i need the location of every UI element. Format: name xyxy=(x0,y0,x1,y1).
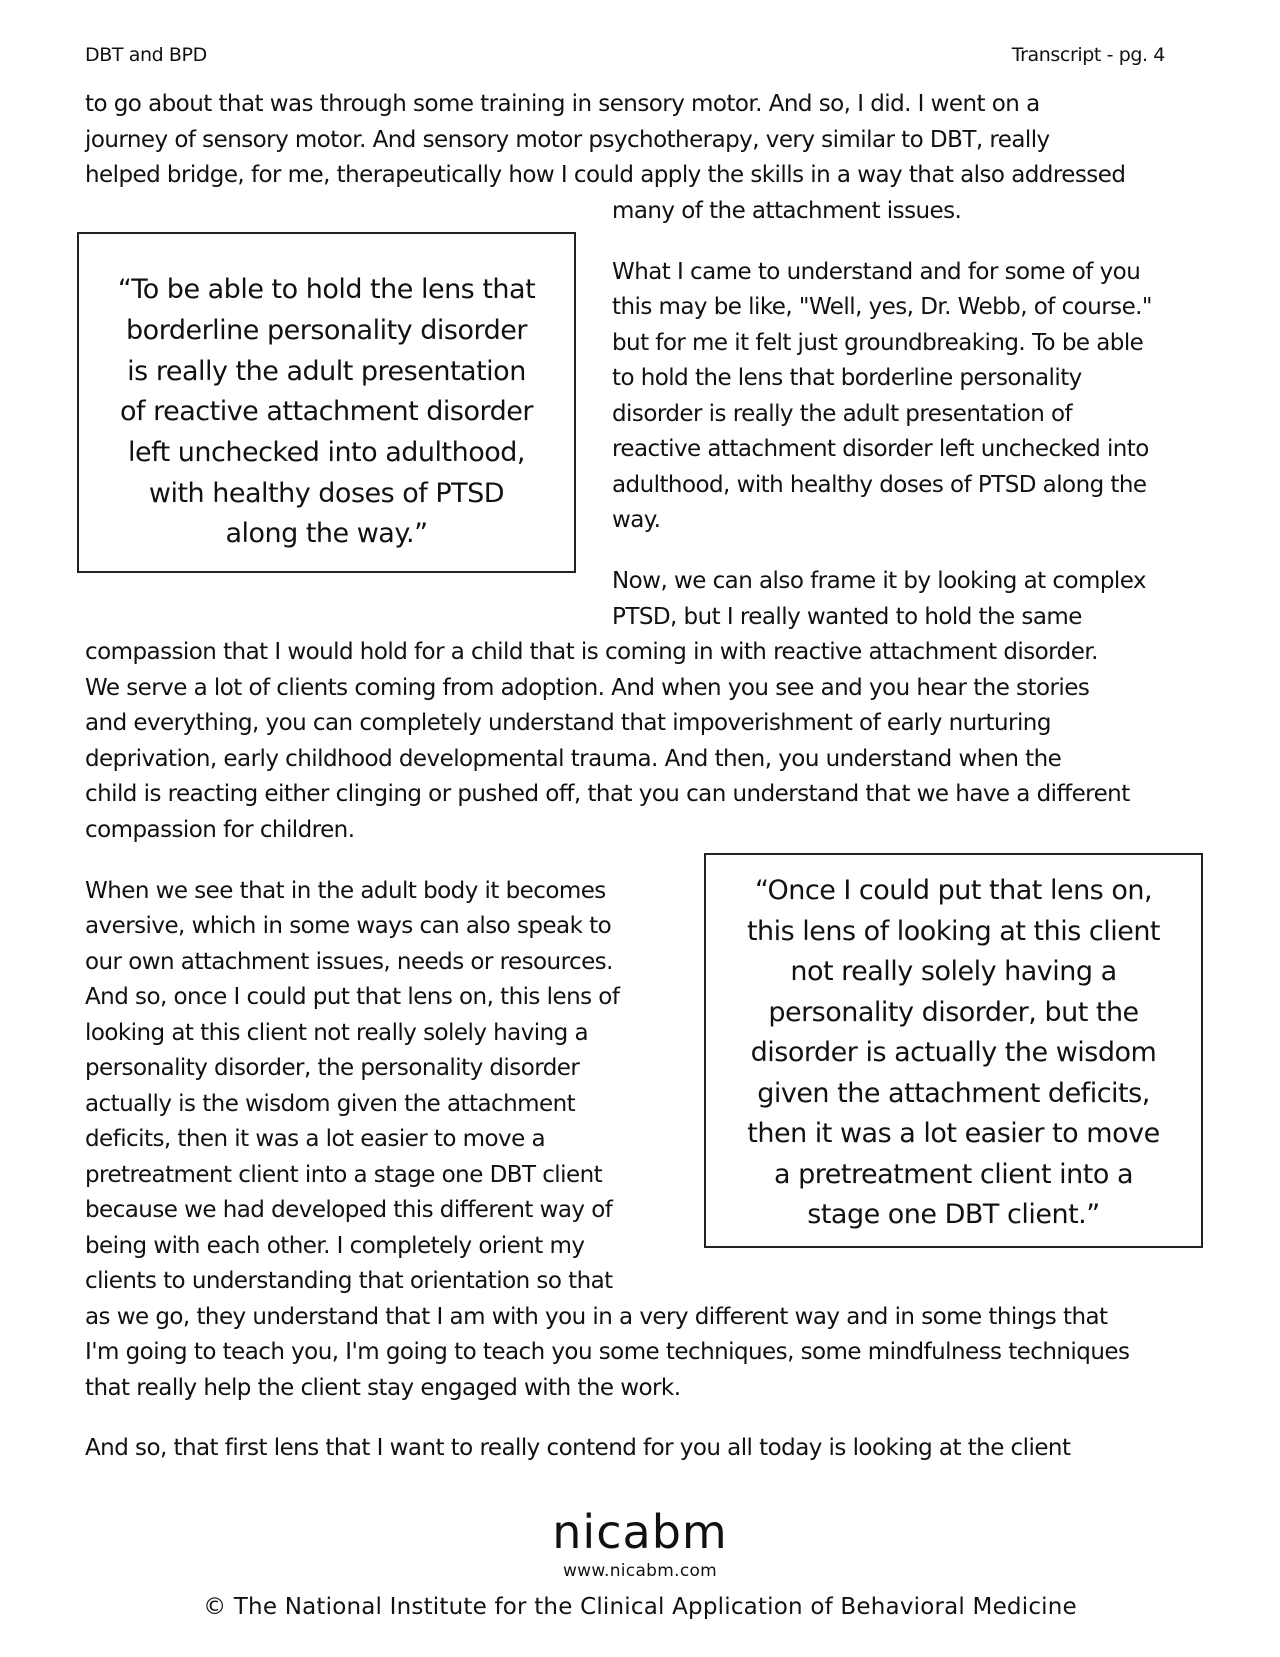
text-line: way. xyxy=(612,507,661,533)
text-line: disorder is really the adult presentation of xyxy=(612,401,1073,427)
text-line: as we go, they understand that I am with you in a very different way and in some things that xyxy=(85,1304,1108,1330)
text-line: PTSD, but I really wanted to hold the same xyxy=(612,604,1082,630)
text-line: being with each other. I completely orient my xyxy=(85,1233,585,1259)
text-line: pretreatment client into a stage one DBT client xyxy=(85,1162,603,1188)
nicabm-logo: nicabm xyxy=(552,1505,728,1559)
website-url: www.nicabm.com xyxy=(562,1561,718,1581)
text-line: clients to understanding that orientation so that xyxy=(85,1268,613,1294)
quote-line: along the way.” xyxy=(225,518,428,549)
quote-line: disorder is actually the wisdom xyxy=(750,1037,1157,1068)
quote-line: stage one DBT client.” xyxy=(807,1199,1100,1230)
text-line: to hold the lens that borderline personality xyxy=(612,365,1082,391)
text-line: adulthood, with healthy doses of PTSD along the xyxy=(612,472,1147,498)
pull-quote-1 xyxy=(77,232,576,573)
quote-line: this lens of looking at this client xyxy=(746,916,1161,947)
text-line: personality disorder, the personality disorder xyxy=(85,1055,580,1081)
quote-line: a pretreatment client into a xyxy=(773,1159,1133,1190)
text-line: child is reacting either clinging or pushed off, that you can understand that we have a different xyxy=(85,781,1130,807)
text-line: Now, we can also frame it by looking at complex xyxy=(612,568,1146,594)
page-number: Transcript - pg. 4 xyxy=(1011,44,1165,66)
text-line: compassion that I would hold for a child that is coming in with reactive attachment disorder. xyxy=(85,639,1098,665)
text-line: actually is the wisdom given the attachment xyxy=(85,1091,576,1117)
quote-line: “Once I could put that lens on, xyxy=(754,875,1153,906)
document-title: DBT and BPD xyxy=(85,44,207,66)
quote-line: is really the adult presentation xyxy=(127,356,526,387)
copyright-notice: © The National Institute for the Clinical Application of Behavioral Medicine xyxy=(203,1594,1077,1620)
quote-line: of reactive attachment disorder xyxy=(120,396,533,427)
quote-line: personality disorder, but the xyxy=(768,997,1139,1028)
text-line: I'm going to teach you, I'm going to teach you some techniques, some mindfulness techniques xyxy=(85,1339,1130,1365)
text-line: our own attachment issues, needs or resources. xyxy=(85,949,613,975)
text-line: We serve a lot of clients coming from adoption. And when you see and you hear the stories xyxy=(85,675,1090,701)
pull-quote-2 xyxy=(704,853,1203,1248)
quote-line: borderline personality disorder xyxy=(126,315,527,346)
text-line: that really help the client stay engaged with the work. xyxy=(85,1375,681,1401)
text-line: this may be like, "Well, yes, Dr. Webb, of course." xyxy=(612,294,1152,320)
text-line: deprivation, early childhood developmental trauma. And then, you understand when the xyxy=(85,746,1062,772)
text-line: many of the attachment issues. xyxy=(612,198,962,224)
text-line: aversive, which in some ways can also speak to xyxy=(85,913,612,939)
text-line: What I came to understand and for some of you xyxy=(612,259,1141,285)
quote-line: given the attachment deficits, xyxy=(757,1078,1150,1109)
quote-line: with healthy doses of PTSD xyxy=(148,478,505,509)
text-line: And so, once I could put that lens on, this lens of xyxy=(85,984,620,1010)
text-line: but for me it felt just groundbreaking. To be able xyxy=(612,330,1144,356)
text-line: because we had developed this different way of xyxy=(85,1197,613,1223)
text-line: to go about that was through some training in sensory motor. And so, I did. I went on a xyxy=(85,91,1040,117)
text-line: helped bridge, for me, therapeutically how I could apply the skills in a way that also addressed xyxy=(85,162,1126,188)
quote-line: then it was a lot easier to move xyxy=(747,1118,1160,1149)
quote-line: “To be able to hold the lens that xyxy=(117,274,536,305)
text-line: And so, that first lens that I want to really contend for you all today is looking at the client xyxy=(85,1435,1071,1461)
quote-line: left unchecked into adulthood, xyxy=(127,437,525,468)
quote-line: not really solely having a xyxy=(790,956,1117,987)
text-line: reactive attachment disorder left unchecked into xyxy=(612,436,1149,462)
text-line: and everything, you can completely understand that impoverishment of early nurturing xyxy=(85,710,1051,736)
text-line: compassion for children. xyxy=(85,817,355,843)
text-line: deficits, then it was a lot easier to move a xyxy=(85,1126,546,1152)
text-line: When we see that in the adult body it becomes xyxy=(85,878,606,904)
text-line: journey of sensory motor. And sensory motor psychotherapy, very similar to DBT, really xyxy=(85,127,1050,153)
text-line: looking at this client not really solely having a xyxy=(85,1020,589,1046)
